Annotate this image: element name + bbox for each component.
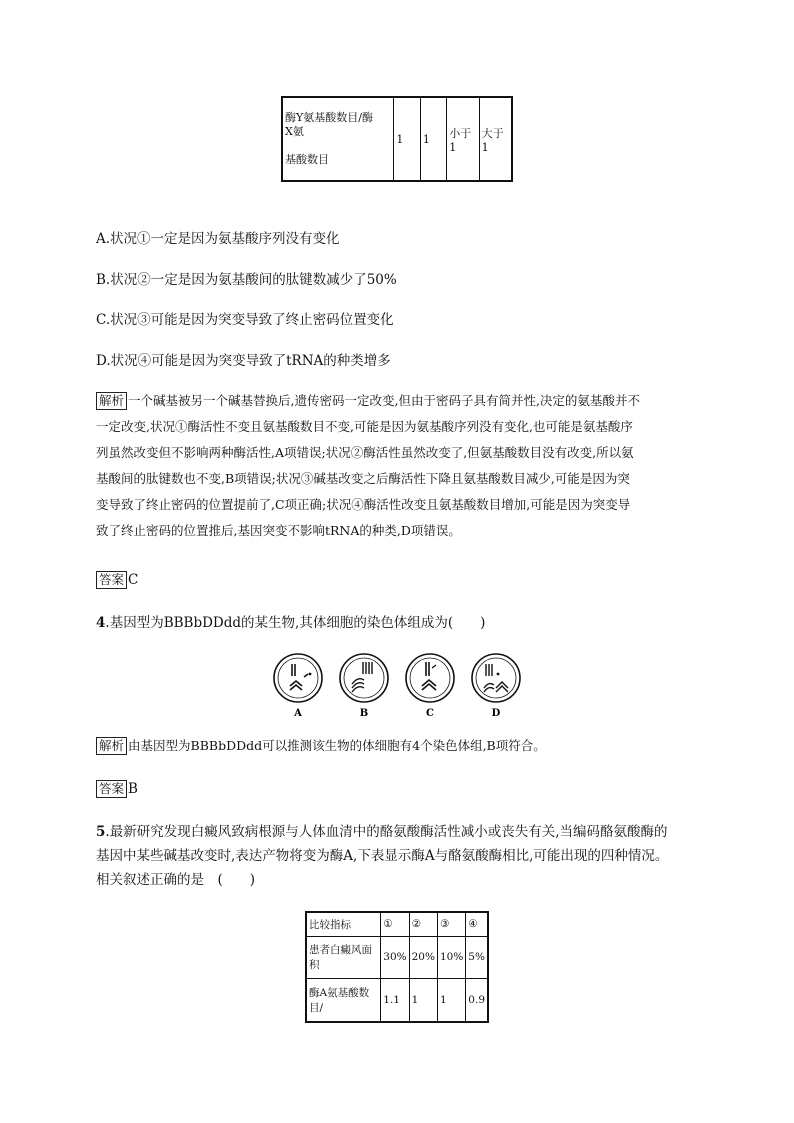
top-table: [281, 96, 513, 182]
analysis-block-1: [96, 388, 726, 544]
cell-a: [274, 654, 322, 719]
top-table-header: 酶Y氨基酸数目/酶 X氨 基酸数目: [282, 97, 394, 181]
option-c: C.状况③可能是因为突变导致了终止密码位置变化: [96, 312, 394, 328]
table-cell: 30%: [381, 936, 409, 978]
table-cell: 10%: [437, 936, 465, 978]
question-number: 5: [96, 824, 106, 840]
answer-tag: 答案: [96, 780, 127, 798]
analysis-line: 基酸间的肽键数也不变,B项错误;状况③碱基改变之后酶活性下降且氨基酸数目减少,可能是因为突: [96, 471, 630, 486]
cell-c: [406, 654, 454, 719]
table-cell: 20%: [409, 936, 437, 978]
analysis-line: 致了终止密码的位置推后,基因突变不影响tRNA的种类,D项错误。: [96, 523, 461, 538]
figure-label: A: [294, 708, 302, 719]
chromosome-figure: [268, 650, 528, 722]
top-table-cell: 1: [394, 97, 420, 181]
analysis-line: 一个碱基被另一个碱基替换后,遗传密码一定改变,但由于密码子具有简并性,决定的氨基酸并不: [128, 393, 640, 408]
table-cell: 患者白癜风面积: [306, 936, 381, 978]
question-5: [96, 820, 716, 892]
answer-value: C: [128, 572, 139, 588]
analysis-line: 列虽然改变但不影响两种酶活性,A项错误;状况②酶活性虽然改变了,但氨基酸数目没有改变,所以氨: [96, 445, 634, 460]
cell-d: [472, 654, 520, 719]
answer-block-1: [96, 571, 138, 589]
option-a: A.状况①一定是因为氨基酸序列没有变化: [96, 231, 340, 247]
figure-label: D: [491, 708, 501, 719]
analysis-text: 由基因型为BBBbDDdd可以推测该生物的体细胞有4个染色体组,B项符合。: [128, 738, 546, 753]
figure-label: B: [359, 708, 369, 719]
bottom-table: [305, 911, 489, 1023]
analysis-tag: 解析: [96, 392, 127, 410]
table-cell: 5%: [466, 936, 488, 978]
top-table-cell: 大于1: [479, 97, 512, 181]
question-text: 相关叙述正确的是 ( ): [96, 872, 256, 888]
analysis-tag: 解析: [96, 737, 127, 755]
table-header: ②: [409, 912, 437, 936]
question-number: 4: [96, 615, 106, 631]
analysis-line: 变导致了终止密码的位置提前了,C项正确;状况④酶活性改变且氨基酸数目增加,可能是因为突变导: [96, 497, 631, 512]
table-header: 比较指标: [306, 912, 381, 936]
table-header: ①: [381, 912, 409, 936]
table-cell: 1: [409, 978, 437, 1022]
option-d: D.状况④可能是因为突变导致了tRNA的种类增多: [96, 353, 391, 369]
question-text: .最新研究发现白癜风致病根源与人体血清中的酪氨酸酶活性减小或丧失有关,当编码酪氨酸酶的: [105, 824, 668, 840]
answer-block-2: [96, 780, 138, 798]
option-b: B.状况②一定是因为氨基酸间的肽键数减少了50%: [96, 272, 397, 288]
question-text: 基因中某些碱基改变时,表达产物将变为酶A,下表显示酶A与酪氨酸酶相比,可能出现的四种情况。: [96, 848, 669, 864]
table-row: [306, 936, 488, 978]
table-cell: 1: [437, 978, 465, 1022]
cell-b: [340, 654, 388, 719]
table-row: [306, 978, 488, 1022]
table-header: ④: [466, 912, 488, 936]
question-4: [96, 611, 485, 635]
figure-label: C: [426, 708, 434, 719]
table-header: ③: [437, 912, 465, 936]
answer-tag: 答案: [96, 571, 127, 589]
analysis-block-2: [96, 733, 546, 759]
table-header-row: [306, 912, 488, 936]
top-table-cell: 小于1: [447, 97, 479, 181]
table-cell: 1.1: [381, 978, 409, 1022]
analysis-line: 一定改变,状况①酶活性不变且氨基酸数目不变,可能是因为氨基酸序列没有变化,也可能是氨基酸序: [96, 419, 633, 434]
question-text: .基因型为BBBbDDdd的某生物,其体细胞的染色体组成为( ): [105, 615, 486, 631]
top-table-cell: 1: [420, 97, 446, 181]
answer-value: B: [128, 781, 138, 797]
table-cell: 0.9: [466, 978, 488, 1022]
table-cell: 酶A氨基酸数目/: [306, 978, 381, 1022]
